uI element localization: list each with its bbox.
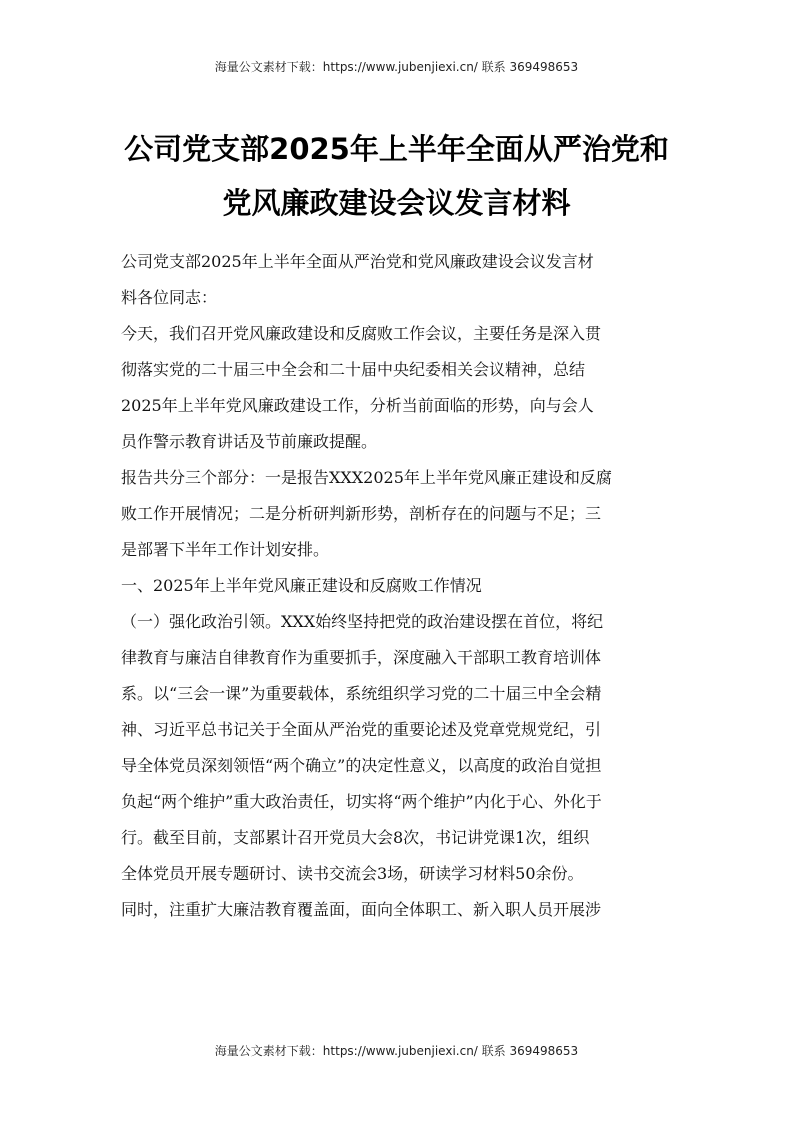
text-line: 系。以“三会一课”为重要载体，系统组织学习党的二十届三中全会精 [121, 684, 602, 703]
paragraph-outline [121, 460, 676, 568]
paragraph-political-guidance [121, 604, 676, 928]
section-heading [121, 568, 676, 604]
text-line: 律教育与廉洁自律教育作为重要抓手，深度融入干部职工教育培训体 [121, 648, 602, 667]
title-line-2: 党风廉政建设会议发言材料 [222, 186, 571, 220]
text-line: 行。截至目前，支部累计召开党员大会8次，书记讲党课1次，组织 [121, 828, 590, 847]
text-line: 一、2025年上半年党风廉正建设和反腐败工作情况 [121, 576, 482, 595]
text-line: 报告共分三个部分：一是报告XXX2025年上半年党风廉正建设和反腐 [121, 468, 612, 487]
text-line: 负起“两个维护”重大政治责任，切实将“两个维护”内化于心、外化于 [121, 792, 602, 811]
paragraph-salutation [121, 244, 676, 316]
title-line-1: 公司党支部2025年上半年全面从严治党和 [124, 132, 669, 166]
text-line: （一）强化政治引领。XXX始终坚持把党的政治建设摆在首位，将纪 [121, 612, 604, 631]
text-line: 导全体党员深刻领悟“两个确立”的决定性意义，以高度的政治自觉担 [121, 756, 602, 775]
text-line: 料各位同志： [121, 288, 218, 307]
document-body [121, 244, 676, 928]
text-line: 公司党支部2025年上半年全面从严治党和党风廉政建设会议发言材 [121, 252, 594, 271]
text-line: 全体党员开展专题研讨、读书交流会3场，研读学习材料50余份。 [121, 864, 584, 883]
page-header: 海量公文素材下载：https://www.jubenjiexi.cn/ 联系 369498653 [214, 60, 579, 74]
text-line: 2025年上半年党风廉政建设工作，分析当前面临的形势，向与会人 [121, 396, 594, 415]
document-title [100, 122, 693, 230]
text-line: 员作警示教育讲话及节前廉政提醒。 [121, 432, 378, 451]
text-line: 败工作开展情况；二是分析研判新形势，剖析存在的问题与不足；三 [121, 504, 602, 523]
text-line: 是部署下半年工作计划安排。 [121, 540, 330, 559]
text-line: 神、习近平总书记关于全面从严治党的重要论述及党章党规党纪，引 [121, 720, 602, 739]
text-line: 彻落实党的二十届三中全会和二十届中央纪委相关会议精神，总结 [121, 360, 586, 379]
text-line: 今天，我们召开党风廉政建设和反腐败工作会议，主要任务是深入贯 [121, 324, 602, 343]
text-line: 同时，注重扩大廉洁教育覆盖面，面向全体职工、新入职人员开展涉 [121, 900, 602, 919]
page-footer: 海量公文素材下载：https://www.jubenjiexi.cn/ 联系 369498653 [214, 1044, 579, 1058]
paragraph-intro [121, 316, 676, 460]
